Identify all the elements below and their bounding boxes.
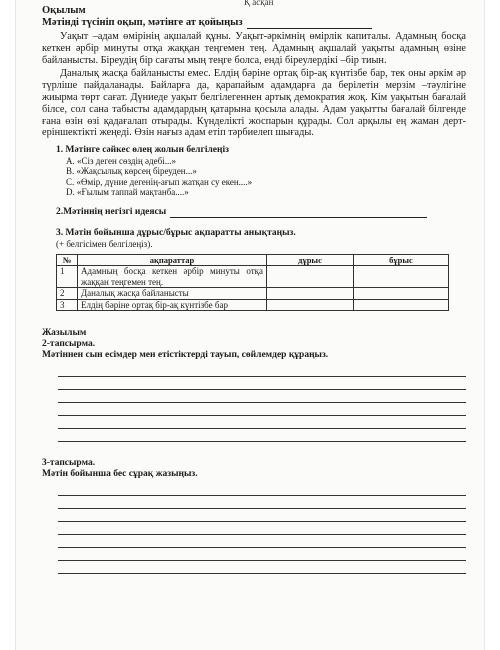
row-statement: Елдің бәріне ортақ бір-ақ күнтізбе бар xyxy=(78,299,267,311)
task3-answer-lines xyxy=(42,483,466,574)
paragraph-1: Уақыт –адам өмірінің ақшалай құны. Уақыт-әркімнің өмірлік капиталы. Адамның босқа кеткен әрбір минуты отқа жаққан теңгемен тең. Адамның ақшалай уақыты адамның өзіне байланысты. Біреудің бір сағаты мың теңге болса, енді біреулердікі –бір тиын. xyxy=(42,31,466,66)
row-statement: Адамның босқа кеткен әрбір минуты отқа жаққан теңгемен тең. xyxy=(78,266,267,288)
q1-option-c[interactable]: C. «Өмір, дүние дегенің-ағып жатқан су екен....» xyxy=(66,176,253,187)
answer-line[interactable] xyxy=(58,548,466,561)
section-writing-title: Жазылым xyxy=(42,328,87,339)
q1-title: 1. Мәтінге сәйкес өлең жолын белгілеңіз xyxy=(56,145,229,156)
task2-label: 2-тапсырма. xyxy=(42,339,96,350)
answer-line[interactable] xyxy=(58,364,466,377)
question-1 xyxy=(42,145,466,197)
title-answer-line[interactable] xyxy=(247,18,372,29)
table-header-row xyxy=(57,254,449,266)
answer-line[interactable] xyxy=(58,522,466,535)
task1-title-row xyxy=(42,17,466,29)
table-row xyxy=(57,288,449,300)
worksheet-content xyxy=(42,0,466,574)
col-header-num: № xyxy=(57,254,78,266)
true-cell[interactable] xyxy=(267,288,354,300)
row-num: 1 xyxy=(57,266,78,288)
false-cell[interactable] xyxy=(354,266,449,288)
question-3 xyxy=(42,228,466,312)
q1-option-b[interactable]: B. «Жақсылық көрсең біреуден...» xyxy=(66,166,197,177)
col-header-false: бұрыс xyxy=(354,254,449,266)
true-cell[interactable] xyxy=(267,266,354,288)
answer-line[interactable] xyxy=(58,390,466,403)
col-header-true: дұрыс xyxy=(267,254,354,266)
false-cell[interactable] xyxy=(354,299,449,311)
task2-text: Мәтіннен сын есімдер мен етістіктерді тауып, сөйлемдер құраңыз. xyxy=(42,350,329,361)
answer-line[interactable] xyxy=(58,403,466,416)
q2-answer-line[interactable] xyxy=(170,207,427,218)
row-num: 3 xyxy=(57,299,78,311)
task3-label: 3-тапсырма. xyxy=(42,458,96,469)
table-row xyxy=(57,299,449,311)
answer-line[interactable] xyxy=(58,416,466,429)
answer-line[interactable] xyxy=(58,496,466,509)
answer-line[interactable] xyxy=(58,509,466,522)
answer-line[interactable] xyxy=(58,561,466,574)
task2-answer-lines xyxy=(42,364,466,442)
table-row xyxy=(57,266,449,288)
section-reading-title: Оқылым xyxy=(42,5,86,16)
header-mark: Қ асқан xyxy=(244,0,274,7)
answer-line[interactable] xyxy=(58,483,466,496)
q1-option-d[interactable]: D. «Ғылым таппай мақтанба....» xyxy=(66,186,189,197)
answer-line[interactable] xyxy=(58,535,466,548)
worksheet-page xyxy=(16,0,484,650)
q1-option-a[interactable]: A. «Сіз деген сөздің әдебі...» xyxy=(66,156,176,167)
q3-title: 3. Мәтін бойынша дұрыс/бұрыс ақпаратты анықтаңыз. xyxy=(56,227,296,238)
paragraph-2: Даналық жасқа байланысты емес. Елдің бәріне ортақ бір-ақ күнтізбе бар, тек оны әркім әр түрліше пайдаланады. Байларға да, қарапайым адамдарға да берілетін мерзім –тәулігіне жиырма төрт сағат. Дүниеде уақыт белгілегеннен артық демократия жоқ. Кім уақытын бағалай білсе, сол сана табысты адамдардың қатарына қосыла алады. Адам уақытты бағалай білгенде ғана өзін өзі қадағалап отырады. Күнделікті жоспарын құрады. Сол арқылы ең жаман дерт-еріншектікті жеңеді. Өзін нағыз адам етіп тәрбиелеп шығады. xyxy=(42,68,466,139)
q2-title: 2.Мәтіннің негізгі идеясы xyxy=(56,206,167,217)
true-false-table xyxy=(56,254,449,312)
task3-text: Мәтін бойынша бес сұрақ жазыңыз. xyxy=(42,469,198,480)
answer-line[interactable] xyxy=(58,429,466,442)
col-header-info: ақпараттар xyxy=(78,254,267,266)
true-cell[interactable] xyxy=(267,299,354,311)
question-2 xyxy=(42,207,466,218)
answer-line[interactable] xyxy=(58,377,466,390)
row-statement: Даналық жасқа байланысты xyxy=(78,288,267,300)
task1-title: Мәтінді түсініп оқып, мәтінге ат қойыңыз xyxy=(42,17,243,28)
q3-subtitle: (+ белгісімен белгілеңіз). xyxy=(56,238,153,249)
row-num: 2 xyxy=(57,288,78,300)
false-cell[interactable] xyxy=(354,288,449,300)
